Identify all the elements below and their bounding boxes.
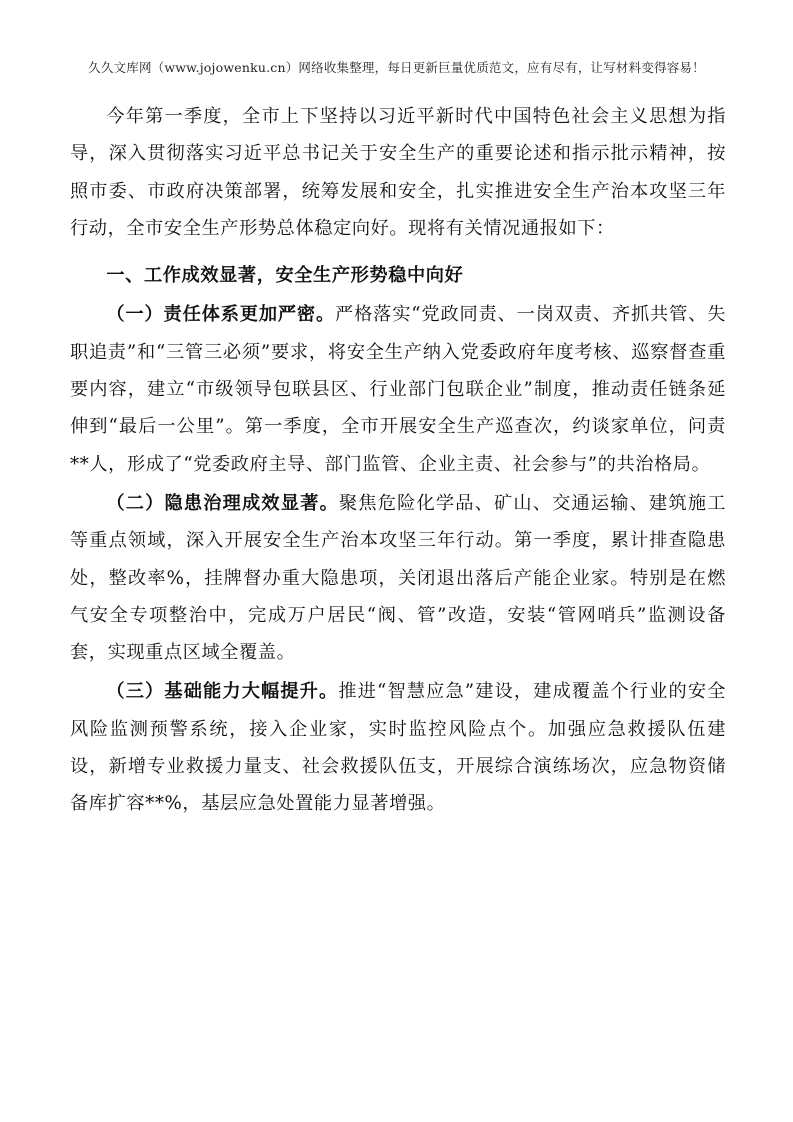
site-banner: 久久文库网（www.jojowenku.cn）网络收集整理，每日更新巨量优质范文，应有尽有，让写材料变得容易！ bbox=[88, 60, 705, 75]
subsection-3-text: 推进“智慧应急”建设，建成覆盖个行业的安全风险监测预警系统，接入企业家，实时监控风险点个。加强应急救援队伍建设，新增专业救援力量支、社会救援队伍支，开展综合演练场次，应急物资储备库扩容**%，基层应急处置能力显著增强。 bbox=[70, 681, 727, 815]
subsection-1-text: 严格落实“党政同责、一岗双责、齐抓共管、失职追责”和“三管三必须”要求，将安全生产纳入党委政府年度考核、巡察督查重要内容，建立“市级领导包联县区、行业部门包联企业”制度，推动责任链条延伸到“最后一公里”。第一季度，全市开展安全生产巡查次，约谈家单位，问责**人，形成了“党委政府主导、部门监管、企业主责、社会参与”的共治格局。 bbox=[70, 304, 726, 475]
subsection-1-lead: （一）责任体系更加严密。 bbox=[106, 304, 336, 326]
subsection-2 bbox=[70, 485, 726, 671]
intro-paragraph: 今年第一季度，全市上下坚持以习近平新时代中国特色社会主义思想为指导，深入贯彻落实习近平总书记关于安全生产的重要论述和指示批示精神，按照市委、市政府决策部署，统筹发展和安全，扎实推进安全生产治本攻坚三年行动，全市安全生产形势总体稳定向好。现将有关情况通报如下： bbox=[70, 106, 726, 239]
section-heading-1: 一、工作成效显著，安全生产形势稳中向好 bbox=[106, 265, 464, 287]
document-body bbox=[70, 98, 726, 823]
subsection-3-lead: （三）基础能力大幅提升。 bbox=[106, 681, 339, 703]
subsection-2-lead: （二）隐患治理成效显著。 bbox=[106, 492, 339, 514]
subsection-2-text: 聚焦危险化学品、矿山、交通运输、建筑施工等重点领域，深入开展安全生产治本攻坚三年行动。第一季度，累计排查隐患处，整改率%，挂牌督办重大隐患项，关闭退出落后产能企业家。特别是在燃气安全专项整治中，完成万户居民“阀、管”改造，安装“管网哨兵”监测设备套，实现重点区域全覆盖。 bbox=[70, 492, 726, 664]
subsection-3 bbox=[70, 673, 726, 822]
subsection-1 bbox=[70, 296, 726, 482]
